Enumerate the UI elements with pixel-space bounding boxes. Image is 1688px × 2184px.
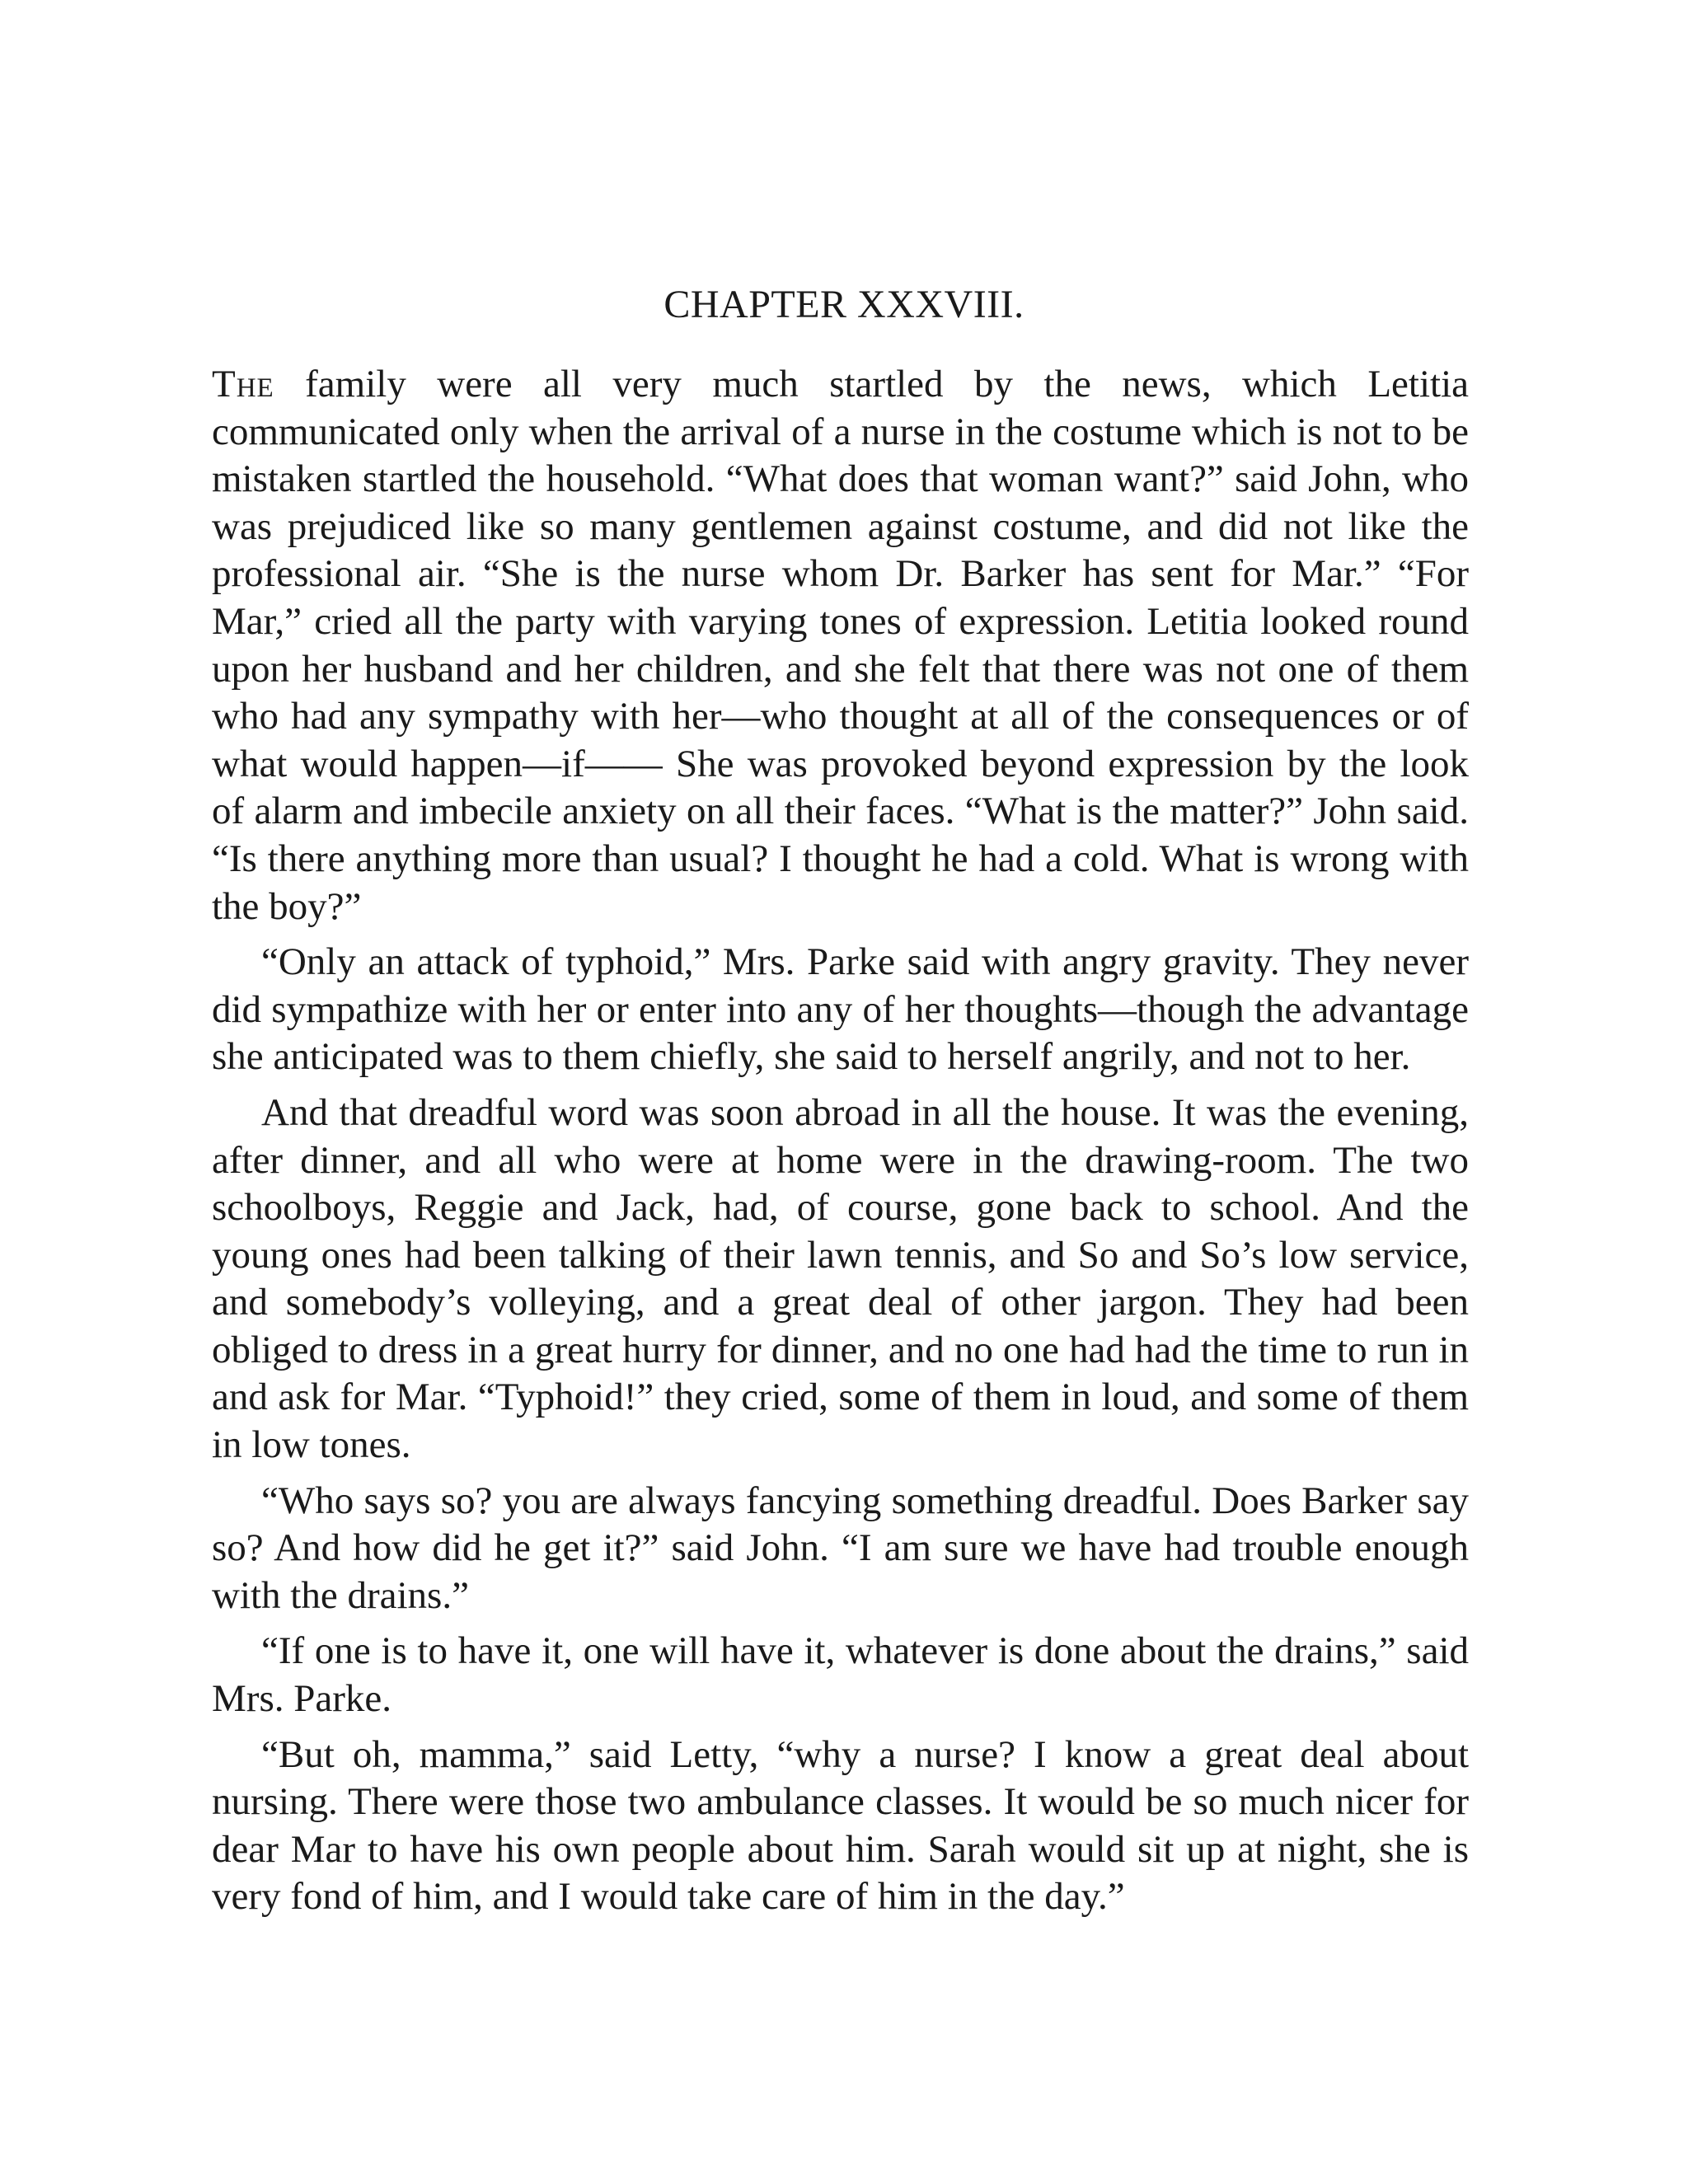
paragraph-3: And that dreadful word was soon abroad in all the house. It was the evening, after dinner, and all who were at home were in the drawing-room. The two schoolboys, Reggie and Jack, had, of course, gone back to school. And the young ones had been talking of their lawn tennis, and So and So’s low service, and somebody’s volleying, and a great deal of other jargon. They had been obliged to dress in a great hurry for dinner, and no one had had the time to run in and ask for Mar. “Typhoid!” they cried, some of them in loud, and some of them in low tones. (212, 1090, 1469, 1467)
paragraph-1-text: family were all very much startled by the news, which Letitia communicated only when the arrival of a nurse in the costume which is not to be mistaken startled the household. “What does that woman want?” said John, who was prejudiced like so many gentlemen against costume, and did not like the professional air. “She is the nurse whom Dr. Barker has sent for Mar.” “For Mar,” cried all the party with varying tones of expression. Letitia looked round upon her husband and her children, and she felt that there was not one of them who had any sympathy with her—who thought at all of the consequences or of what would happen—if—— She was provoked beyond expression by the look of alarm and imbecile anxiety on all their faces. “What is the matter?” John said. “Is there anything more than usual? I thought he had a cold. What is wrong with the boy?” (212, 363, 1469, 928)
paragraph-6: “But oh, mamma,” said Letty, “why a nurse? I know a great deal about nursing. There were those two ambulance classes. It would be so much nicer for dear Mar to have his own people about him. Sarah would sit up at night, she is very fond of him, and I would take care of him in the day.” (212, 1732, 1469, 1919)
paragraph-1 (212, 361, 1469, 930)
paragraph-2: “Only an attack of typhoid,” Mrs. Parke said with angry gravity. They never did sympathize with her or enter into any of her thoughts—though the advantage she anticipated was to them chiefly, she said to herself angrily, and not to her. (212, 940, 1469, 1079)
chapter-heading: CHAPTER XXXVIII. (663, 283, 1025, 326)
paragraph-1-lead: The (212, 363, 274, 405)
chapter-body (212, 361, 1469, 1929)
paragraph-4: “Who says so? you are always fancying something dreadful. Does Barker say so? And how did he get it?” said John. “I am sure we have had trouble enough with the drains.” (212, 1479, 1469, 1617)
paragraph-5: “If one is to have it, one will have it, whatever is done about the drains,” said Mrs. Parke. (212, 1629, 1469, 1721)
